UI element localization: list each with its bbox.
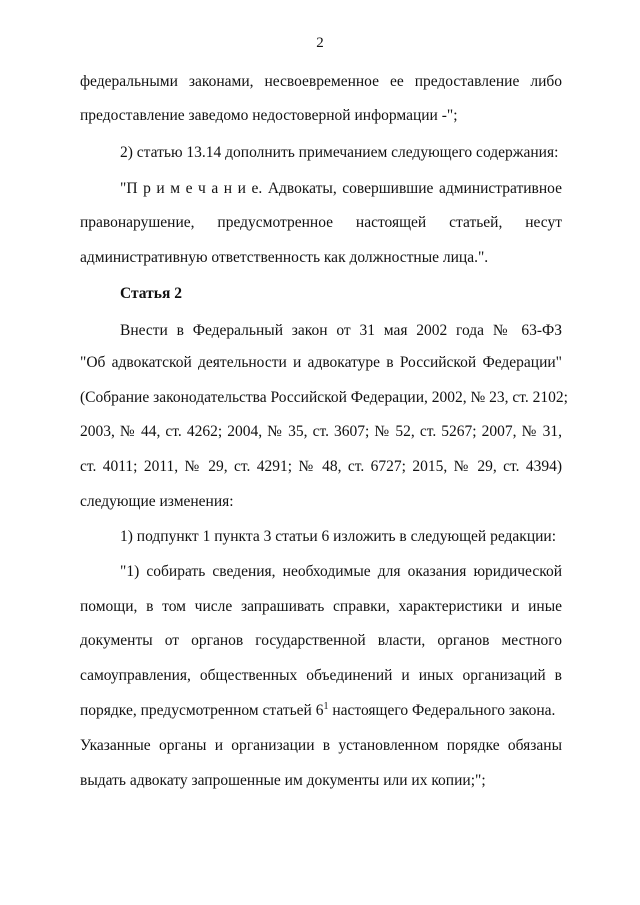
text-line: Указанные органы и организации в установленном порядке обязаны	[80, 737, 562, 754]
text-line: "Об адвокатской деятельности и адвокатуре в Российской Федерации"	[80, 354, 562, 371]
text-line: "1) собирать сведения, необходимые для оказания юридической	[120, 563, 562, 580]
text-fragment: порядке, предусмотренном статьей 6	[80, 702, 324, 719]
text-line: (Собрание законодательства Российской Федерации, 2002, № 23, ст. 2102;	[80, 389, 568, 406]
text-fragment: настоящего Федерального закона.	[328, 702, 556, 719]
article-heading: Статья 2	[120, 285, 182, 302]
text-line: документы от органов государственной власти, органов местного	[80, 632, 562, 649]
text-line: "П р и м е ч а н и е. Адвокаты, совершившие административное	[120, 180, 562, 197]
text-line: федеральными законами, несвоевременное ее предоставление либо	[80, 73, 562, 90]
text-line: административную ответственность как должностные лица.".	[80, 249, 489, 266]
text-line: ст. 4011; 2011, № 29, ст. 4291; № 48, ст. 6727; 2015, № 29, ст. 4394)	[80, 458, 562, 475]
page-number: 2	[316, 35, 324, 51]
text-line: 2003, № 44, ст. 4262; 2004, № 35, ст. 3607; № 52, ст. 5267; 2007, № 31,	[80, 423, 562, 440]
text-line: выдать адвокату запрошенные им документы или их копии;";	[80, 772, 486, 789]
text-line: предоставление заведомо недостоверной информации -";	[80, 107, 458, 124]
text-line: 2) статью 13.14 дополнить примечанием следующего содержания:	[120, 144, 559, 161]
text-line: помощи, в том числе запрашивать справки, характеристики и иные	[80, 598, 562, 615]
text-line: Внести в Федеральный закон от 31 мая 2002 года № 63-ФЗ	[120, 322, 562, 339]
text-line: правонарушение, предусмотренное настоящей статьей, несут	[80, 214, 562, 231]
text-line: самоуправления, общественных объединений и иных организаций в	[80, 667, 562, 684]
text-line	[80, 702, 562, 720]
text-line: следующие изменения:	[80, 493, 234, 510]
text-line: 1) подпункт 1 пункта 3 статьи 6 изложить в следующей редакции:	[120, 528, 557, 545]
superscript: 1	[323, 701, 329, 712]
